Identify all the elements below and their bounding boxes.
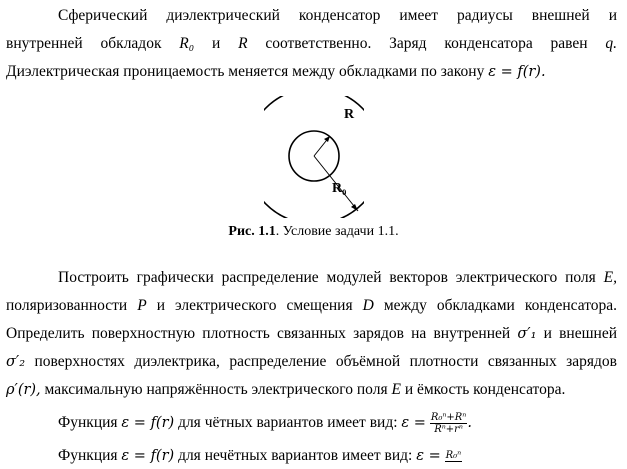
formula-eps-eq: ε = (401, 415, 426, 432)
symbol-rho: ρ′(r), (6, 382, 41, 398)
figure-caption (0, 224, 627, 240)
text: Функция (58, 414, 118, 432)
p1-line2 (6, 34, 617, 54)
symbol-d: D (362, 297, 374, 314)
p2-line2 (6, 296, 617, 316)
text: и электрического смещения (156, 297, 353, 314)
caption-number: Рис. 1.1 (228, 224, 276, 239)
text: и (211, 35, 221, 52)
text: между обкладками конденсатора. (383, 297, 618, 314)
p1-line3 (6, 62, 617, 82)
symbol-e: E, (603, 269, 618, 286)
text: поляризованности (6, 297, 128, 314)
symbol-sigma2: σ′₂ (6, 354, 26, 370)
p2-line4 (6, 352, 617, 372)
p2-line3 (6, 324, 617, 344)
capacitor-figure (264, 96, 364, 218)
formula-eps: ε = f(r). (488, 64, 546, 80)
label-r-outer: R (344, 107, 355, 122)
formula-eps: ε = f(r) (121, 415, 175, 432)
symbol-q: q. (605, 35, 618, 52)
symbol-r0: R₀ (179, 35, 195, 52)
symbol-p: P (137, 297, 147, 314)
symbol-sigma1: σ′₁ (517, 326, 537, 342)
fraction-denominator: Rⁿ+rⁿ (434, 424, 463, 435)
p1-line1: Сферический диэлектрический конденсатор имеет радиусы внешней и (58, 7, 617, 24)
text: и ёмкость конденсатора. (404, 381, 566, 398)
fraction-even (430, 412, 468, 435)
text: Функция (58, 447, 118, 464)
text: для чётных вариантов имеет вид: (178, 414, 398, 432)
caption-text: . Условие задачи 1.1. (275, 224, 399, 239)
text: Диэлектрическая проницаемость меняется между обкладками по закону (6, 63, 485, 80)
fraction-numerator: R₀ⁿ+Rⁿ (430, 412, 467, 423)
symbol-r: R (238, 35, 248, 52)
text: и внешней (543, 325, 618, 342)
text: для нечётных вариантов имеет вид: (178, 447, 413, 464)
text: соответственно. Заряд конденсатора равен (265, 35, 588, 52)
fraction-odd (445, 450, 463, 462)
p3-odd-line (58, 446, 617, 466)
text: поверхностях диэлектрика, распределение объёмной плотности связанных зарядов (34, 353, 617, 370)
formula-eps-eq: ε = (416, 448, 441, 464)
symbol-e: E (391, 381, 401, 398)
formula-eps: ε = f(r) (121, 448, 175, 464)
text: Построить графически распределение модулей векторов электрического поля (58, 269, 596, 286)
fraction-numerator: R₀ⁿ (445, 450, 462, 462)
p3-even-line: Функция ε = f(r) для чётных вариантов имеет вид: ε = $\frac{\text{R₀ⁿ+Rⁿ}}{\text{Rⁿ+rⁿ}}$ . (58, 412, 472, 435)
text: Определить поверхностную плотность связанных зарядов на внутренней (6, 325, 511, 342)
text: внутренней обкладок (6, 35, 162, 52)
p2-line5 (6, 380, 617, 400)
label-r0-inner: R₀ (332, 181, 347, 196)
p2-line1 (58, 268, 617, 288)
text: максимальную напряжённость электрического поля (44, 381, 388, 398)
inner-arrowhead (324, 136, 330, 142)
